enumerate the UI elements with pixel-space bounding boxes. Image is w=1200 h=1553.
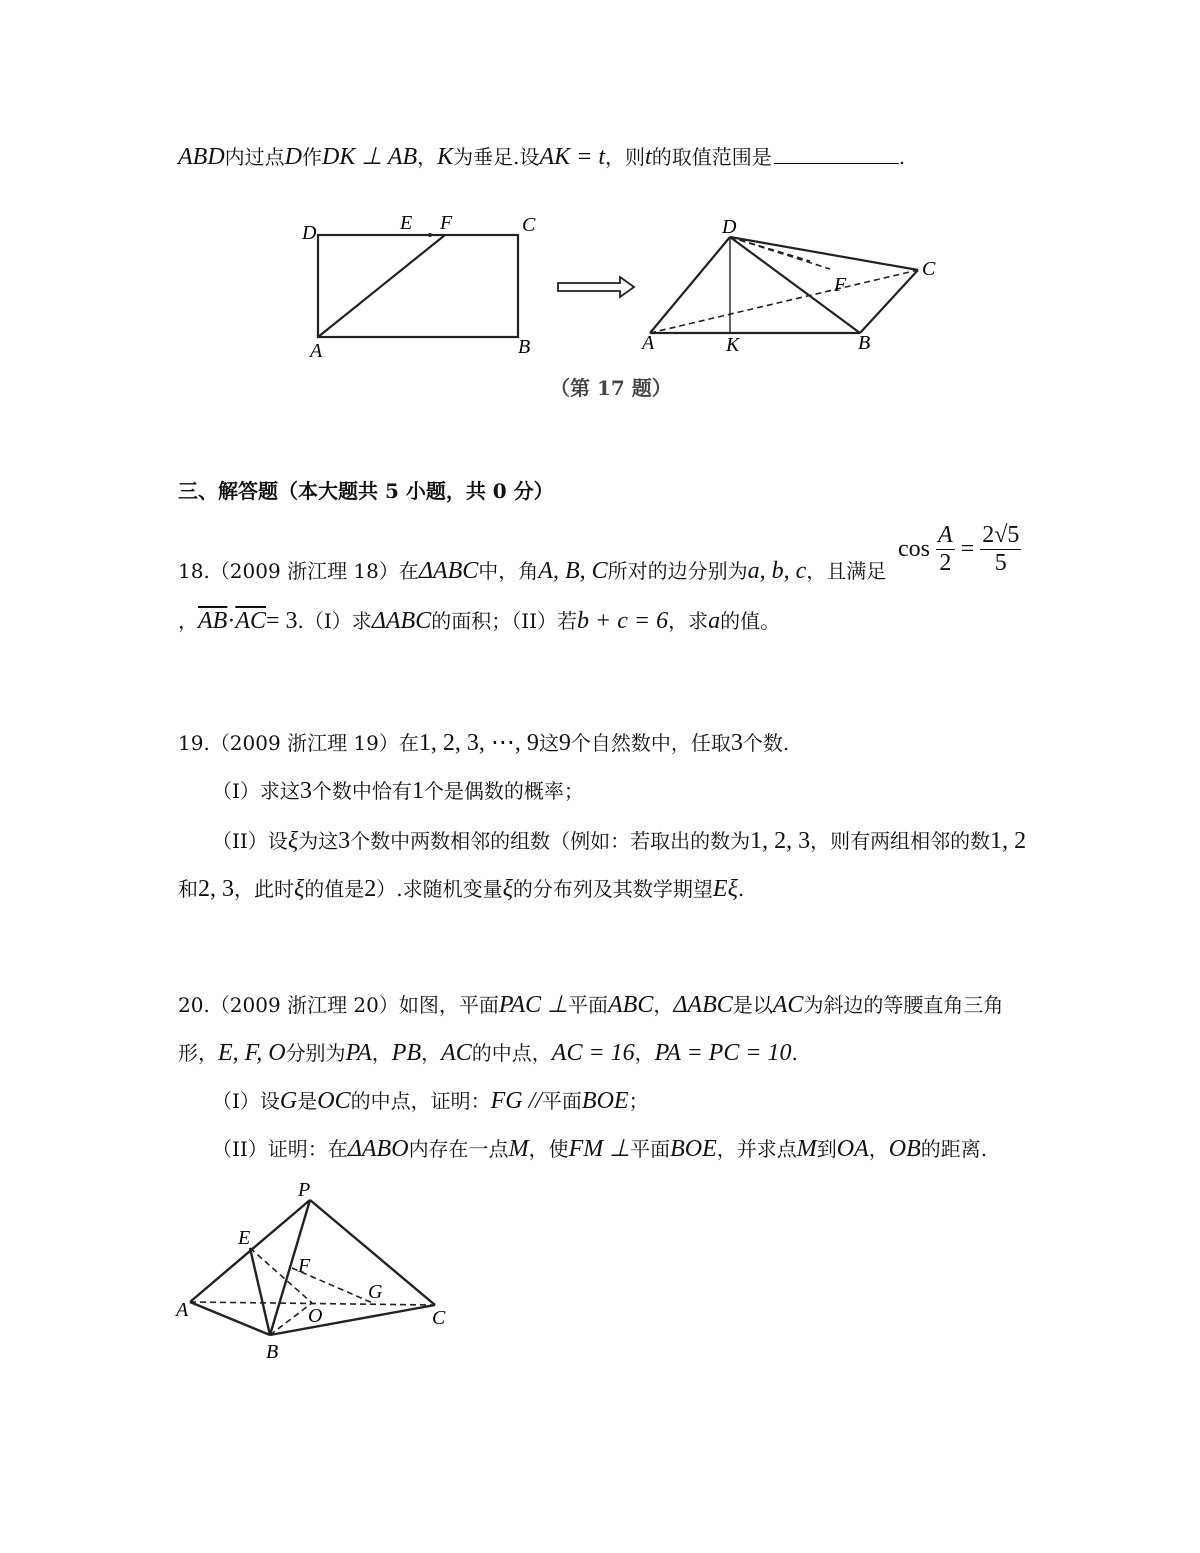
fraction-numerator: A bbox=[938, 522, 953, 548]
math: 2, 3 bbox=[198, 876, 234, 902]
math: 2 bbox=[364, 876, 377, 902]
math: M bbox=[796, 1136, 817, 1162]
label-e: E bbox=[400, 212, 413, 234]
math: a bbox=[708, 608, 721, 634]
text: ， bbox=[371, 1041, 392, 1065]
math: ABC bbox=[608, 992, 654, 1018]
math: AC = 16 bbox=[551, 1040, 635, 1066]
text: 形， bbox=[178, 1041, 218, 1065]
math: b + c = 6 bbox=[577, 608, 669, 634]
math: = 3 bbox=[266, 608, 298, 634]
text: 个数中两数相邻的组数（例如：若取出的数为 bbox=[350, 829, 751, 853]
text: 的距离. bbox=[920, 1137, 988, 1161]
label-f2: F bbox=[834, 274, 847, 296]
label-e: E bbox=[238, 1227, 251, 1249]
math: G bbox=[279, 1088, 298, 1114]
math: AK = t bbox=[539, 144, 606, 170]
label-b: B bbox=[518, 336, 531, 358]
q20-part2 bbox=[212, 1134, 987, 1164]
text: 的值。 bbox=[720, 609, 781, 633]
text: 个数. bbox=[742, 731, 790, 755]
text: 为这 bbox=[298, 829, 339, 853]
math: ΔABC bbox=[673, 992, 733, 1018]
edge-ac-hidden bbox=[650, 270, 918, 333]
text: （I）设 bbox=[212, 1089, 280, 1113]
label-f: F bbox=[298, 1255, 311, 1277]
q20-line2 bbox=[178, 1038, 798, 1068]
text: ， bbox=[868, 1137, 889, 1161]
vector: $\overline{AC}$ bbox=[235, 608, 266, 634]
math: ΔABC bbox=[418, 558, 479, 584]
text: ，则有两组相邻的数 bbox=[810, 829, 991, 853]
math: E, F, O bbox=[218, 1040, 286, 1066]
math: 9 bbox=[558, 730, 571, 756]
text: ，使 bbox=[528, 1137, 569, 1161]
question-number: 20. bbox=[178, 993, 210, 1017]
math: ΔABC bbox=[371, 608, 432, 634]
text: ， bbox=[653, 993, 674, 1017]
text: 中，角 bbox=[478, 559, 539, 583]
text: 是 bbox=[297, 1089, 318, 1113]
math: ξ bbox=[287, 828, 299, 854]
text: 和 bbox=[178, 877, 198, 901]
text: . bbox=[737, 877, 745, 901]
math: A, B, C bbox=[538, 558, 608, 584]
text: .（I）求 bbox=[297, 609, 372, 633]
math: PA bbox=[345, 1040, 372, 1066]
math: 1, 2 bbox=[990, 828, 1027, 854]
math: ABD bbox=[178, 144, 225, 170]
edge-ab bbox=[190, 1302, 270, 1335]
text: 作 bbox=[302, 145, 322, 169]
label-d2: D bbox=[722, 216, 737, 238]
label-d: D bbox=[302, 222, 317, 244]
text: 的分布列及其数学期望 bbox=[512, 877, 713, 901]
text: （I）求这 bbox=[212, 779, 300, 803]
math: AC bbox=[441, 1040, 472, 1066]
fraction-denominator: 5 bbox=[994, 550, 1007, 576]
math: OC bbox=[317, 1088, 351, 1114]
edge-bc bbox=[860, 270, 918, 333]
text: （II）证明：在 bbox=[212, 1137, 348, 1161]
text: ）.求随机变量 bbox=[376, 877, 503, 901]
figure-caption: （第 17 题） bbox=[550, 376, 672, 400]
text: （2009 浙江理 19）在 bbox=[209, 731, 419, 755]
text: 这 bbox=[538, 731, 559, 755]
text: 的中点，证明： bbox=[350, 1089, 491, 1113]
math: t bbox=[645, 144, 652, 170]
math: 3 bbox=[299, 778, 312, 804]
rectangle bbox=[318, 235, 518, 337]
text: 的中点， bbox=[471, 1041, 552, 1065]
q19-part1 bbox=[212, 776, 584, 806]
label-o: O bbox=[308, 1305, 323, 1327]
math: Eξ bbox=[712, 876, 738, 902]
label-b: B bbox=[266, 1341, 279, 1363]
text: ，求 bbox=[668, 609, 709, 633]
text: （II）设 bbox=[212, 829, 288, 853]
text: 平面 bbox=[541, 1089, 582, 1113]
text: . bbox=[898, 145, 906, 169]
text: ，则 bbox=[605, 145, 646, 169]
arrow-icon bbox=[558, 277, 634, 297]
math: ΔABO bbox=[347, 1136, 409, 1162]
text: 的面积；（II）若 bbox=[431, 609, 578, 633]
question-number: 18. bbox=[178, 559, 210, 583]
question-number: 19. bbox=[178, 731, 210, 755]
math: PB bbox=[391, 1040, 422, 1066]
text: 平面 bbox=[568, 993, 609, 1017]
math: PA = PC = 10 bbox=[654, 1040, 792, 1066]
text: （2009 浙江理 20）如图，平面 bbox=[209, 993, 499, 1017]
label-k: K bbox=[726, 334, 740, 356]
q18-line2 bbox=[178, 606, 780, 636]
answer-blank bbox=[774, 145, 899, 164]
math: 3 bbox=[730, 730, 743, 756]
label-p: P bbox=[298, 1180, 311, 1201]
q17-figure bbox=[290, 205, 970, 415]
section-heading: 三、解答题（本大题共 5 小题，共 0 分） bbox=[178, 479, 554, 503]
math: D bbox=[284, 144, 302, 170]
math: BOE bbox=[670, 1136, 717, 1162]
edge-eb bbox=[250, 1248, 270, 1335]
label-c: C bbox=[432, 1307, 446, 1329]
label-b2: B bbox=[858, 332, 871, 354]
vector: $\overline{AB}$ bbox=[198, 608, 228, 634]
math: ξ bbox=[502, 876, 513, 902]
label-c2: C bbox=[922, 258, 936, 280]
fraction-numerator: 2√5 bbox=[982, 522, 1020, 548]
label-c: C bbox=[522, 214, 536, 236]
cos-formula bbox=[898, 522, 1021, 577]
text: ，且满足 bbox=[806, 559, 887, 583]
math: OB bbox=[888, 1136, 921, 1162]
math: 1, 2, 3, ⋯, 9 bbox=[418, 730, 539, 756]
edge-da bbox=[650, 237, 730, 333]
text: 平面 bbox=[630, 1137, 671, 1161]
q18-line1 bbox=[178, 556, 886, 586]
text: 所对的边分别为 bbox=[607, 559, 748, 583]
fraction-denominator: 2 bbox=[939, 550, 952, 576]
label-a: A bbox=[310, 340, 323, 362]
math: OA bbox=[836, 1136, 869, 1162]
label-g: G bbox=[368, 1281, 383, 1303]
math: 1, 2, 3 bbox=[750, 828, 811, 854]
label-a: A bbox=[176, 1299, 189, 1321]
text: ， bbox=[634, 1041, 655, 1065]
math: BOE bbox=[581, 1088, 629, 1114]
edge-bc bbox=[270, 1305, 435, 1335]
line-af bbox=[318, 235, 445, 337]
q17-line: ABD内过点D作DK ⊥ AB，K为垂足.设AK = t，则t的取值范围是 . bbox=[178, 144, 906, 170]
math: a, b, c bbox=[747, 558, 807, 584]
text: 内存在一点 bbox=[408, 1137, 509, 1161]
text: 个数中恰有 bbox=[311, 779, 412, 803]
text: 是以 bbox=[732, 993, 773, 1017]
text: ， bbox=[421, 1041, 442, 1065]
text: 到 bbox=[816, 1137, 837, 1161]
math: FG // bbox=[490, 1088, 542, 1114]
q20-line1 bbox=[178, 990, 1003, 1020]
edge-dc bbox=[730, 237, 918, 270]
math: DK ⊥ AB bbox=[322, 144, 418, 170]
q20-part1 bbox=[212, 1086, 649, 1116]
text: 的取值范围是 bbox=[651, 145, 772, 169]
math: · bbox=[227, 608, 236, 634]
text: ； bbox=[628, 1089, 649, 1113]
q20-figure bbox=[170, 1180, 470, 1380]
text: 的值是 bbox=[304, 877, 365, 901]
math: K bbox=[437, 144, 454, 170]
math: 3 bbox=[338, 828, 351, 854]
math: FM ⊥ bbox=[568, 1136, 631, 1162]
text: ，此时 bbox=[234, 877, 294, 901]
text: 分别为 bbox=[285, 1041, 346, 1065]
q19-part2-line2 bbox=[178, 874, 744, 904]
text: ， bbox=[178, 609, 198, 633]
math: 1 bbox=[411, 778, 424, 804]
text: （2009 浙江理 18）在 bbox=[209, 559, 419, 583]
label-f: F bbox=[440, 212, 453, 234]
text: 个自然数中，任取 bbox=[570, 731, 731, 755]
text: ，并求点 bbox=[716, 1137, 797, 1161]
math: ξ bbox=[294, 876, 305, 902]
text: 内过点 bbox=[224, 145, 285, 169]
q19-line1 bbox=[178, 728, 789, 758]
math: cos bbox=[898, 536, 930, 562]
math: PAC ⊥ bbox=[498, 992, 569, 1018]
math: M bbox=[508, 1136, 529, 1162]
text: 为垂足.设 bbox=[453, 145, 540, 169]
label-a2: A bbox=[642, 332, 655, 354]
text: . bbox=[791, 1041, 798, 1065]
q19-part2-line1 bbox=[212, 826, 1026, 856]
text: 个是偶数的概率； bbox=[423, 779, 584, 803]
text: 为斜边的等腰直角三角 bbox=[803, 993, 1004, 1017]
math: = bbox=[960, 536, 975, 562]
math: AC bbox=[772, 992, 804, 1018]
